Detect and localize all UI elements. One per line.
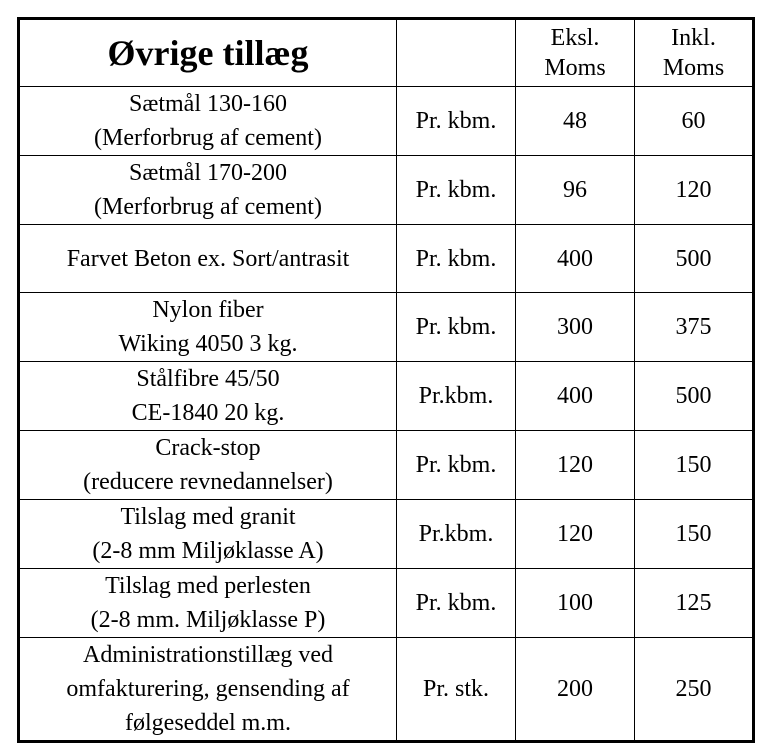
incl-vat-price-cell: 120 (635, 156, 754, 225)
description-line: Tilslag med perlesten (105, 573, 311, 599)
description-line: (2-8 mm Miljøklasse A) (92, 538, 324, 564)
table-row (19, 431, 754, 500)
unit-cell: Pr. kbm. (397, 87, 516, 156)
unit-cell: Pr. kbm. (397, 293, 516, 362)
excl-vat-price-cell: 400 (516, 362, 635, 431)
incl-vat-price-cell: 375 (635, 293, 754, 362)
description-cell (19, 87, 397, 156)
unit-header (397, 19, 516, 87)
description-line: Crack-stop (155, 435, 261, 461)
unit-cell: Pr. kbm. (397, 156, 516, 225)
description-cell (19, 569, 397, 638)
table-row (19, 156, 754, 225)
table-row (19, 362, 754, 431)
excl-vat-price-cell: 200 (516, 638, 635, 742)
excl-vat-price-cell: 96 (516, 156, 635, 225)
description-line: (Merforbrug af cement) (94, 125, 322, 151)
incl-vat-price-cell: 500 (635, 362, 754, 431)
description-cell (19, 362, 397, 431)
table-row (19, 638, 754, 742)
unit-cell: Pr. kbm. (397, 431, 516, 500)
header-row (19, 19, 754, 87)
table-row (19, 225, 754, 293)
incl-vat-price-cell: 150 (635, 431, 754, 500)
description-line: CE-1840 20 kg. (131, 400, 285, 426)
excl-vat-price-cell: 300 (516, 293, 635, 362)
unit-cell: Pr. stk. (397, 638, 516, 742)
excl-vat-header-line: Moms (544, 55, 606, 81)
description-line: Sætmål 130-160 (128, 91, 287, 117)
incl-vat-header-line: Inkl. (671, 25, 716, 51)
table-row (19, 569, 754, 638)
description-line: følgeseddel m.m. (125, 710, 291, 736)
table-row (19, 87, 754, 156)
excl-vat-price-cell: 120 (516, 500, 635, 569)
description-line: Administrationstillæg ved (83, 642, 333, 668)
table-title: Øvrige tillæg (19, 19, 397, 87)
description-cell (19, 500, 397, 569)
description-line: Tilslag med granit (120, 504, 296, 530)
table-row (19, 500, 754, 569)
unit-cell: Pr.kbm. (397, 362, 516, 431)
incl-vat-price-cell: 150 (635, 500, 754, 569)
description-line: Sætmål 170-200 (128, 160, 287, 186)
description-cell (19, 638, 397, 742)
incl-vat-price-cell: 250 (635, 638, 754, 742)
excl-vat-price-cell: 48 (516, 87, 635, 156)
excl-vat-price-cell: 100 (516, 569, 635, 638)
excl-vat-price-cell: 120 (516, 431, 635, 500)
excl-vat-header-line: Eksl. (550, 25, 600, 51)
unit-cell: Pr. kbm. (397, 569, 516, 638)
excl-vat-price-cell: 400 (516, 225, 635, 293)
excl-vat-header (516, 19, 635, 87)
description-line: (reducere revnedannelser) (83, 469, 333, 495)
description-cell (19, 293, 397, 362)
incl-vat-header (635, 19, 754, 87)
description-line: (2-8 mm. Miljøklasse P) (90, 607, 326, 633)
description-cell (19, 431, 397, 500)
price-table (17, 17, 755, 743)
unit-cell: Pr.kbm. (397, 500, 516, 569)
description-cell (19, 225, 397, 293)
description-cell (19, 156, 397, 225)
description-line: Stålfibre 45/50 (136, 366, 280, 392)
incl-vat-header-line: Moms (662, 55, 725, 81)
unit-cell: Pr. kbm. (397, 225, 516, 293)
incl-vat-price-cell: 125 (635, 569, 754, 638)
incl-vat-price-cell: 500 (635, 225, 754, 293)
description-line: omfakturering, gensending af (66, 676, 350, 702)
table-row (19, 293, 754, 362)
description-line: Wiking 4050 3 kg. (118, 331, 298, 357)
description-line: Farvet Beton ex. Sort/antrasit (66, 245, 350, 272)
incl-vat-price-cell: 60 (635, 87, 754, 156)
description-line: (Merforbrug af cement) (94, 194, 322, 220)
description-line: Nylon fiber (152, 297, 264, 323)
